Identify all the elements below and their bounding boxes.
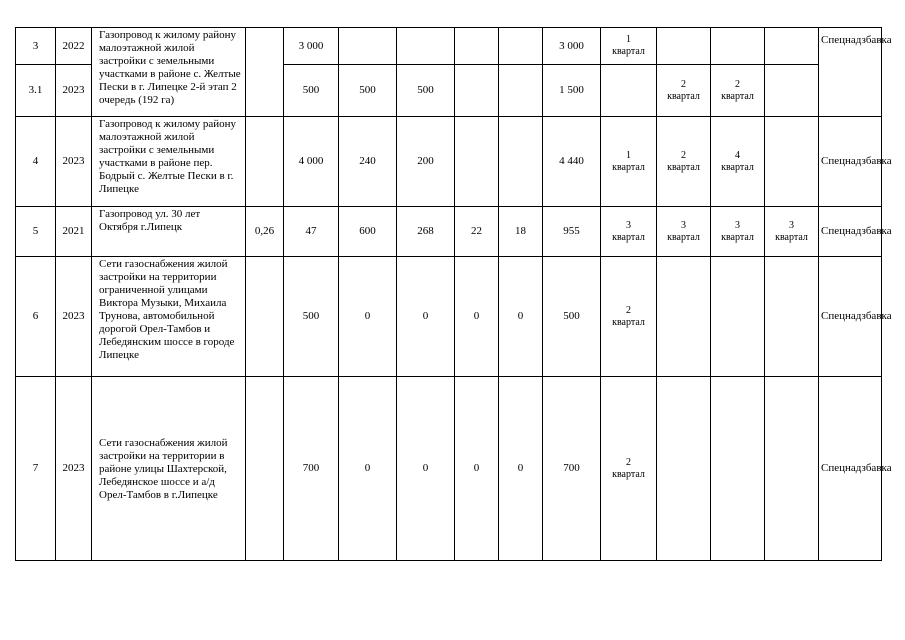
row-number: 3: [16, 28, 56, 65]
table-row: [16, 207, 882, 257]
row-total: 3 000: [543, 28, 601, 65]
row-executor: Спецнадзбавка: [819, 117, 882, 207]
row-number: 7: [16, 377, 56, 561]
quarter-4: [765, 117, 819, 207]
table-row: [16, 377, 882, 561]
quarter-4: [765, 65, 819, 117]
row-year: 2023: [56, 117, 92, 207]
table-row: [16, 117, 882, 207]
value-col-2: [339, 28, 397, 65]
quarter-4: [765, 377, 819, 561]
value-col-5: [499, 65, 543, 117]
row-description: Газопровод к жилому району малоэтажной жилой застройки с земельными участками в районе с. Желтые Пески в г. Липецке 2-й этап 2 очередь (192 га): [92, 28, 246, 117]
value-col-1: 500: [284, 257, 339, 377]
quarter-3: 4 квартал: [711, 117, 765, 207]
table-row: [16, 28, 882, 65]
quarter-2: 3 квартал: [657, 207, 711, 257]
quarter-1: 1 квартал: [601, 28, 657, 65]
quarter-1: 2 квартал: [601, 257, 657, 377]
value-col-3: 500: [397, 65, 455, 117]
investment-program-table: [15, 27, 892, 561]
value-col-3: [397, 28, 455, 65]
value-col-5: 0: [499, 257, 543, 377]
value-col-3: 200: [397, 117, 455, 207]
value-col-2: 600: [339, 207, 397, 257]
row-total: 1 500: [543, 65, 601, 117]
quarter-1: [601, 65, 657, 117]
row-total: 700: [543, 377, 601, 561]
row-year: 2023: [56, 257, 92, 377]
row-description: Сети газоснабжения жилой застройки на территории в районе улицы Шахтерской, Лебедянское шоссе и а/д Орел-Тамбов в г.Липецке: [92, 377, 246, 561]
row-year: 2022: [56, 28, 92, 65]
value-col-3: 0: [397, 257, 455, 377]
value-col-1: 500: [284, 65, 339, 117]
value-col-1: 4 000: [284, 117, 339, 207]
value-col-4: 22: [455, 207, 499, 257]
row-length: [246, 28, 284, 117]
quarter-2: [657, 28, 711, 65]
quarter-2: [657, 257, 711, 377]
quarter-3: 3 квартал: [711, 207, 765, 257]
row-description: Газопровод ул. 30 лет Октября г.Липецк: [92, 207, 246, 257]
value-col-3: 268: [397, 207, 455, 257]
row-number: 3.1: [16, 65, 56, 117]
quarter-2: 2 квартал: [657, 65, 711, 117]
quarter-4: [765, 28, 819, 65]
quarter-2: 2 квартал: [657, 117, 711, 207]
value-col-1: 700: [284, 377, 339, 561]
quarter-3: [711, 377, 765, 561]
row-number: 4: [16, 117, 56, 207]
quarter-2: [657, 377, 711, 561]
value-col-4: [455, 28, 499, 65]
value-col-5: 18: [499, 207, 543, 257]
row-number: 5: [16, 207, 56, 257]
quarter-4: [765, 257, 819, 377]
value-col-2: 500: [339, 65, 397, 117]
value-col-4: 0: [455, 377, 499, 561]
quarter-1: 1 квартал: [601, 117, 657, 207]
value-col-4: [455, 117, 499, 207]
value-col-3: 0: [397, 377, 455, 561]
value-col-5: [499, 28, 543, 65]
quarter-3: 2 квартал: [711, 65, 765, 117]
row-year: 2021: [56, 207, 92, 257]
value-col-4: [455, 65, 499, 117]
quarter-4: 3 квартал: [765, 207, 819, 257]
row-year: 2023: [56, 65, 92, 117]
row-length: [246, 377, 284, 561]
row-executor: Спецнадзбавка: [819, 377, 882, 561]
row-length: [246, 257, 284, 377]
value-col-2: 240: [339, 117, 397, 207]
table-row: [16, 257, 882, 377]
row-number: 6: [16, 257, 56, 377]
value-col-5: [499, 117, 543, 207]
value-col-4: 0: [455, 257, 499, 377]
value-col-2: 0: [339, 257, 397, 377]
value-col-1: 47: [284, 207, 339, 257]
row-description: Газопровод к жилому району малоэтажной жилой застройки с земельными участками в районе пер. Бодрый с. Желтые Пески в г. Липецке: [92, 117, 246, 207]
quarter-1: 2 квартал: [601, 377, 657, 561]
quarter-3: [711, 257, 765, 377]
row-length: [246, 117, 284, 207]
row-year: 2023: [56, 377, 92, 561]
quarter-3: [711, 28, 765, 65]
row-executor: Спецнадзбавка: [819, 207, 882, 257]
value-col-5: 0: [499, 377, 543, 561]
row-total: 500: [543, 257, 601, 377]
row-executor: Спецнадзбавка: [819, 257, 882, 377]
row-total: 4 440: [543, 117, 601, 207]
row-description: Сети газоснабжения жилой застройки на территории ограниченной улицами Виктора Музыки, Михаила Трунова, автомобильной дорогой Орел-Тамбов и Лебедянским шоссе в городе Липецке: [92, 257, 246, 377]
value-col-1: 3 000: [284, 28, 339, 65]
quarter-1: 3 квартал: [601, 207, 657, 257]
value-col-2: 0: [339, 377, 397, 561]
row-length: 0,26: [246, 207, 284, 257]
row-executor: Спецнадзбавка: [819, 28, 882, 117]
row-total: 955: [543, 207, 601, 257]
